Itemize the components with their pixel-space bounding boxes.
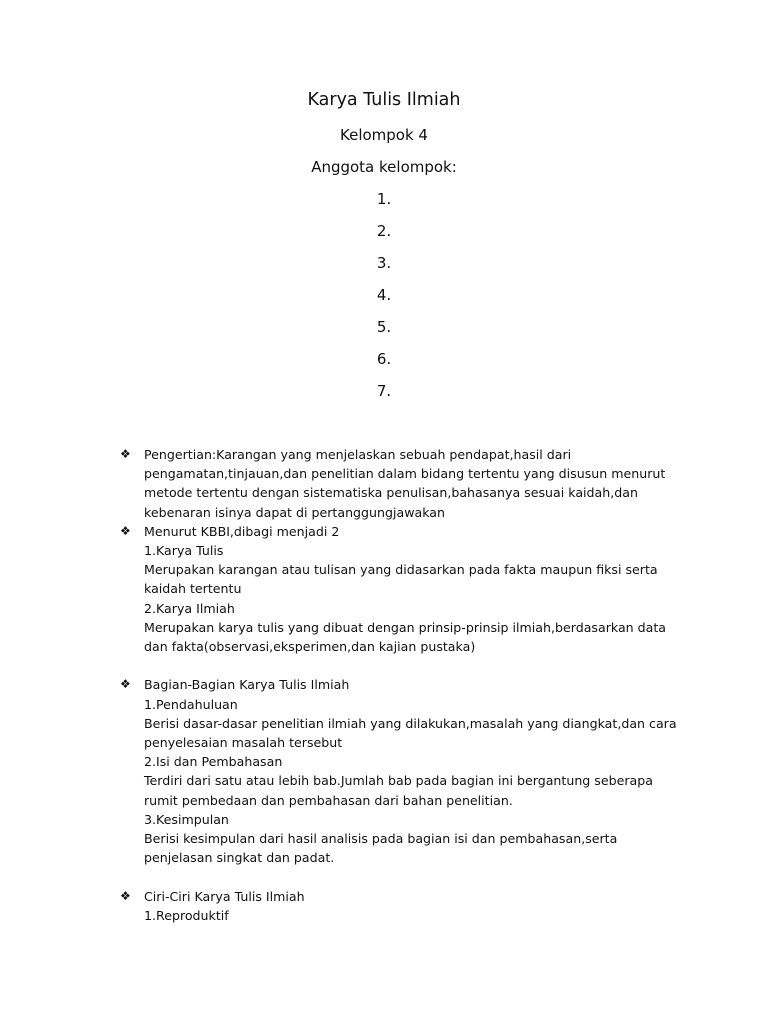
diamond-bullet-icon: ❖ (120, 447, 131, 461)
diamond-bullet-icon: ❖ (120, 888, 131, 903)
member-item: 7. (376, 382, 392, 400)
spacer (120, 867, 680, 886)
section-ciri (120, 887, 680, 925)
diamond-bullet-icon: ❖ (120, 677, 131, 692)
text-line: penyelesaian masalah tersebut (144, 735, 343, 751)
text-line: 1.Karya Tulis (144, 543, 224, 559)
text-line: dan fakta(observasi,eksperimen,dan kajian pustaka) (144, 639, 476, 655)
text-line: kaidah tertentu (144, 581, 242, 597)
members-label: Anggota kelompok: (311, 158, 457, 176)
text-line: 1.Pendahuluan (144, 696, 238, 712)
diamond-bullet-icon: ❖ (120, 523, 131, 538)
member-item: 1. (376, 190, 392, 208)
group-name: Kelompok 4 (340, 126, 428, 144)
text-line: Berisi dasar-dasar penelitian ilmiah yang dilakukan,masalah yang diangkat,dan cara (144, 715, 677, 731)
member-item: 4. (376, 286, 392, 304)
text-line: kebenaran isinya dapat di pertanggungjawakan (144, 504, 445, 520)
text-line: Ciri-Ciri Karya Tulis Ilmiah (144, 888, 305, 904)
text-line: 3.Kesimpulan (144, 811, 229, 827)
text-line: Merupakan karya tulis yang dibuat dengan prinsip-prinsip ilmiah,berdasarkan data (144, 619, 667, 635)
member-item: 5. (376, 318, 392, 336)
text-line: 2.Karya Ilmiah (144, 600, 235, 616)
text-line: Pengertian:Karangan yang menjelaskan sebuah pendapat,hasil dari (144, 447, 572, 462)
text-line: Bagian-Bagian Karya Tulis Ilmiah (144, 677, 350, 693)
text-line: rumit pembedaan dan pembahasan dari bahan penelitian. (144, 792, 513, 808)
section-bagian (120, 675, 680, 867)
text-line: 2.Isi dan Pembahasan (144, 754, 283, 770)
members-list (0, 189, 768, 413)
text-line: Merupakan karangan atau tulisan yang didasarkan pada fakta maupun fiksi serta (144, 562, 658, 578)
spacer (120, 656, 680, 675)
section-pengertian (120, 445, 680, 522)
section-kbbi (120, 522, 680, 656)
text-line: Berisi kesimpulan dari hasil analisis pada bagian isi dan pembahasan,serta (144, 831, 618, 847)
text-line: 1.Reproduktif (144, 907, 229, 923)
text-line: Terdiri dari satu atau lebih bab.Jumlah bab pada bagian ini bergantung seberapa (144, 773, 653, 789)
document-title: Karya Tulis Ilmiah (307, 90, 461, 110)
text-line: metode tertentu dengan sistematiska penulisan,bahasanya sesuai kaidah,dan (144, 485, 638, 501)
text-line: penjelasan singkat dan padat. (144, 850, 335, 866)
document-body (120, 445, 680, 925)
member-item: 6. (376, 350, 392, 368)
member-item: 2. (376, 222, 392, 240)
text-line: pengamatan,tinjauan,dan penelitian dalam bidang tertentu yang disusun menurut (144, 466, 666, 482)
text-line: Menurut KBBI,dibagi menjadi 2 (144, 523, 340, 539)
member-item: 3. (376, 254, 392, 272)
